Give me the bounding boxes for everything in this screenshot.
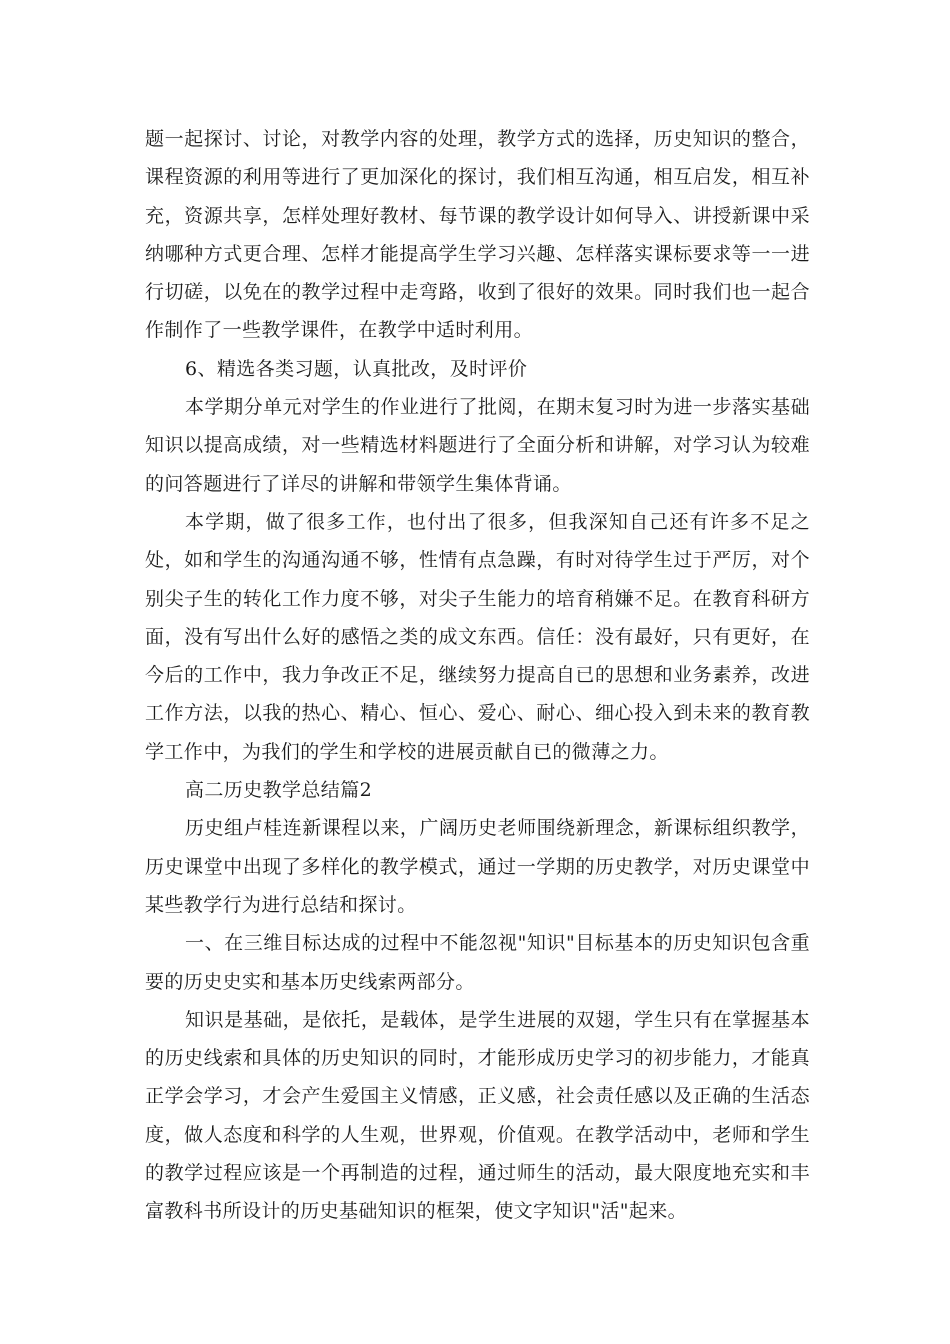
paragraph: 题一起探讨、讨论，对教学内容的处理，教学方式的选择，历史知识的整合，课程资源的利用等进行了更加深化的探讨，我们相互沟通，相互启发，相互补充，资源共享，怎样处理好教材、每节课的教学设计如何导入、讲授新课中采纳哪种方式更合理、怎样才能提高学生学习兴趣、怎样落实课标要求等一一进行切磋，以免在的教学过程中走弯路，收到了很好的效果。同时我们也一起合作制作了一些教学课件，在教学中适时利用。 (145, 128, 810, 342)
paragraph: 本学期，做了很多工作，也付出了很多，但我深知自己还有许多不足之处，如和学生的沟通沟通不够，性情有点急躁，有时对待学生过于严厉，对个别尖子生的转化工作力度不够，对尖子生能力的培育稍嫌不足。在教育科研方面，没有写出什么好的感悟之类的成文东西。信任：没有最好，只有更好，在今后的工作中，我力争改正不足，继续努力提高自已的思想和业务素养，改进工作方法，以我的热心、精心、恒心、爱心、耐心、细心投入到未来的教育教学工作中，为我们的学生和学校的进展贡献自已的微薄之力。 (145, 510, 810, 763)
paragraph: 历史组卢桂连新课程以来，广阔历史老师围绕新理念，新课标组织教学，历史课堂中出现了多样化的教学模式，通过一学期的历史教学，对历史课堂中某些教学行为进行总结和探讨。 (145, 817, 810, 916)
section-heading: 6、精选各类习题，认真批改，及时评价 (185, 357, 528, 380)
document-body (145, 120, 810, 1231)
article-title: 高二历史教学总结篇2 (185, 779, 373, 802)
paragraph: 知识是基础，是依托，是载体，是学生进展的双翅，学生只有在掌握基本的历史线索和具体的历史知识的同时，才能形成历史学习的初步能力，才能真正学会学习，才会产生爱国主义情感，正义感，社会责任感以及正确的生活态度，做人态度和科学的人生观，世界观，价值观。在教学活动中，老师和学生的教学过程应该是一个再制造的过程，通过师生的活动，最大限度地充实和丰富教科书所设计的历史基础知识的框架，使文字知识"活"起来。 (145, 1008, 810, 1223)
section-heading: 一、在三维目标达成的过程中不能忽视"知识"目标基本的历史知识包含重要的历史史实和基本历史线索两部分。 (145, 932, 810, 993)
paragraph: 本学期分单元对学生的作业进行了批阅，在期末复习时为进一步落实基础知识以提高成绩，对一些精选材料题进行了全面分析和讲解，对学习认为较难的问答题进行了详尽的讲解和带领学生集体背诵。 (145, 396, 810, 495)
